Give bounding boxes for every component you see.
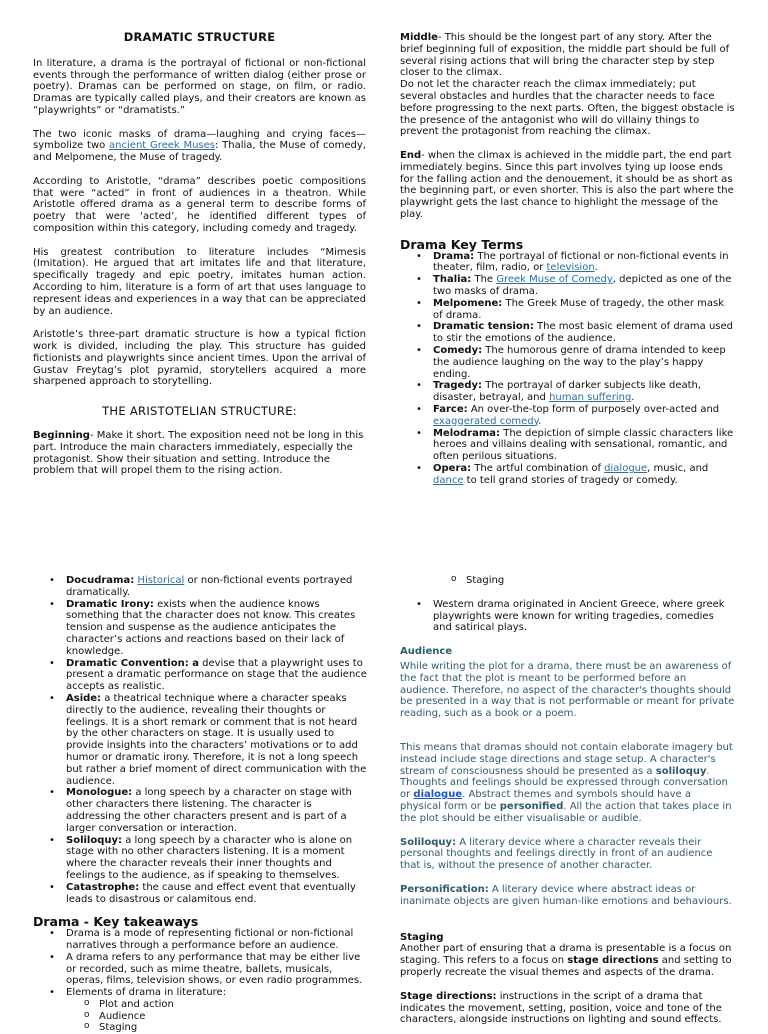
takeaways-heading: Drama - Key takeaways bbox=[33, 914, 199, 930]
list-item: • Comedy: The humorous genre of drama intended to keep the audience laughing on the way to the play’s happy ending. bbox=[433, 345, 735, 380]
list-item: o Plot and action bbox=[99, 999, 368, 1011]
middle-paragraph: Middle- This should be the longest part of any story. After the brief beginning full of exposition, the middle part should be full of several rising actions that will bring the character step by step closer to the climax. bbox=[400, 32, 730, 79]
human-suffering-link[interactable]: human suffering bbox=[549, 392, 632, 404]
elements-sublist bbox=[99, 999, 368, 1034]
ancient-greek-muses-link[interactable]: ancient Greek Muses bbox=[109, 140, 216, 152]
key-terms-list bbox=[433, 251, 735, 487]
list-item: • Tragedy: The portrayal of darker subjects like death, disaster, betrayal, and human suffering. bbox=[433, 380, 735, 404]
audience-heading: Audience bbox=[400, 646, 453, 658]
list-item: o Staging bbox=[466, 575, 735, 587]
aristotelian-subtitle: THE ARISTOTELIAN STRUCTURE: bbox=[102, 404, 297, 419]
dance-link[interactable]: dance bbox=[433, 474, 464, 486]
audience-paragraph-1: While writing the plot for a drama, there must be an awareness of the fact that the plot is meant to be performed before an audience. Therefore, no aspect of the character's thoughts should be presented in a way that is not performable or meant for private reading, such as a book or a poem. bbox=[400, 660, 735, 720]
left-top-column bbox=[33, 32, 366, 477]
list-item: • Monologue: a long speech by a character on stage with other characters there listening. The character is addressing the other characters present and is part of a larger conversation or interaction. bbox=[66, 787, 368, 834]
takeaways-list bbox=[66, 928, 368, 1034]
beginning-paragraph: Beginning- Make it short. The exposition need not be long in this part. Introduce the main characters immediately, especially the protagonist. Show their situation and setting. Introduce the problem that will propel them to the rising action. bbox=[33, 429, 364, 477]
list-item: • Melodrama: The depiction of simple classic characters like heroes and villains dealing with sensational, romantic, and often perilous situations. bbox=[433, 428, 735, 463]
list-item: • Elements of drama in literature: o Plot and action o Audience o Staging bbox=[66, 987, 368, 1034]
dialogue-link[interactable]: dialogue bbox=[413, 789, 463, 801]
right-top-column bbox=[400, 32, 735, 486]
middle-paragraph-2: Do not let the character reach the climax immediately; put several obstacles and hurdles that the character needs to face before progressing to the next parts. Often, the biggest obstacle is the presence of the antagonist who will do villainy things to prevent the protagonist from reaching the climax. bbox=[400, 79, 735, 138]
list-item: • Melpomene: The Greek Muse of tragedy, the other mask of drama. bbox=[433, 298, 735, 322]
drama-terms-list bbox=[66, 575, 368, 905]
intro-paragraph: In literature, a drama is the portrayal of fictional or non-fictional events through the performance of written dialog (either prose or poetry). Dramas can be performed on stage, on film, or radio. Dramas are typically called plays, and their creators are known as “playwrights” or “dramatists.” bbox=[33, 57, 366, 116]
list-item: • Dramatic Convention: a devise that a playwright uses to present a dramatic performance on stage that the audience accepts as realistic. bbox=[66, 658, 368, 693]
staging-paragraph: Another part of ensuring that a drama is presentable is a focus on staging. This refers to a focus on stage directions and setting to properly recreate the visual themes and aspects of the drama. bbox=[400, 943, 732, 978]
list-item: • Catastrophe: the cause and effect event that eventually leads to disastrous or calamitous end. bbox=[66, 882, 368, 906]
list-item: • Docudrama: Historical or non-fictional events portrayed dramatically. bbox=[66, 575, 368, 599]
list-item: • Western drama originated in Ancient Greece, where greek playwrights were known for writing tragedies, comedies and satirical plays. bbox=[433, 599, 735, 634]
list-item: • Drama is a mode of representing fictional or non-fictional narratives through a performance before an audience. bbox=[66, 928, 368, 952]
left-bottom-column bbox=[33, 575, 368, 1034]
audience-paragraph-2: This means that dramas should not contain elaborate imagery but instead include stage directions and stage setup. A character's stream of consciousness should be presented as a soliloquy. Thoughts and feelings should be expressed through conversation or dialogue. Abstract themes and symbols should have a physical form or be personified. All the action that takes place in the plot should be either visualisable or audible. bbox=[400, 741, 733, 824]
masks-paragraph: The two iconic masks of drama—laughing and crying faces—symbolize two ancient Greek Muses: Thalia, the Muse of comedy, and Melpomene, the Muse of tragedy. bbox=[33, 128, 366, 164]
list-item: • Farce: An over-the-top form of purposely over-acted and exaggerated comedy. bbox=[433, 404, 735, 428]
stage-directions-definition: Stage directions: instructions in the script of a drama that indicates the movement, setting, position, voice and tone of the characters, alongside instructions on lighting and sound effects. bbox=[400, 990, 722, 1026]
western-list bbox=[433, 599, 735, 634]
aristotle-paragraph: According to Aristotle, “drama” describes poetic compositions that were “acted” in front of audiences in a theatron. While Aristotle offered drama as a general term to describe forms of poetry that were ‘acted’, he identified different types of composition within this category, including comedy and tragedy. bbox=[33, 175, 366, 234]
list-item: o Staging bbox=[99, 1022, 368, 1034]
list-item: • Opera: The artful combination of dialogue, music, and dance to tell grand stories of tragedy or comedy. bbox=[433, 463, 735, 487]
personification-definition: Personification: A literary device where abstract ideas or inanimate objects are given human-like emotions and behaviours. bbox=[400, 883, 732, 907]
historical-link[interactable]: Historical bbox=[137, 575, 185, 586]
end-paragraph: End- when the climax is achieved in the middle part, the end part immediately begins. Since this part involves tying up loose ends for the falling action and the denouement, it should be as short as the beginning part, or even shorter. This is also the part where the playwright gets the last chance to highlight the message of the play. bbox=[400, 149, 734, 220]
staging-sublist bbox=[466, 575, 735, 587]
soliloquy-definition: Soliloquy: A literary device where a character reveals their personal thoughts and feelings directly in front of an audience that is, without the presence of another character. bbox=[400, 836, 713, 872]
list-item: • Drama: The portrayal of fictional or non-fictional events in theater, film, radio, or television. bbox=[433, 251, 735, 275]
list-item: • A drama refers to any performance that may be either live or recorded, such as mime theatre, ballets, musicals, operas, films, television shows, or even radio programmes. bbox=[66, 952, 368, 987]
television-link[interactable]: television bbox=[546, 262, 595, 274]
list-item: o Audience bbox=[99, 1011, 368, 1023]
greek-muse-of-comedy-link[interactable]: Greek Muse of Comedy bbox=[496, 274, 613, 286]
document-title: DRAMATIC STRUCTURE bbox=[123, 30, 276, 44]
list-item: • Thalia: The Greek Muse of Comedy, depicted as one of the two masks of drama. bbox=[433, 274, 735, 298]
mimesis-paragraph: His greatest contribution to literature includes “Mimesis (Imitation). He argued that art imitates life and that literature, specifically tragedy and epic poetry, imitates human action. According to him, literature is a form of art that uses language to represent ideas and experiences in a way that can be appreciated by an audience. bbox=[33, 246, 366, 317]
three-part-paragraph: Aristotle’s three-part dramatic structure is how a typical fiction work is divided, including the play. This structure has guided fictionists and playwrights since ancient times. Upon the arrival of Gustav Freytag’s plot pyramid, storytellers acquired a more sharpened approach to storytelling. bbox=[33, 329, 366, 388]
list-item: • Aside: a theatrical technique where a character speaks directly to the audience, revealing their thoughts or feelings. It is a short remark or comment that is not heard by the other characters on stage. It is usually used to provide insights into the characters’ motivations or to add humor or dramatic irony. Therefore, it is not a long speech but rather a brief moment of direct communication with the audience. bbox=[66, 693, 368, 787]
dialogue-link[interactable]: dialogue bbox=[604, 462, 648, 474]
staging-heading: Staging bbox=[400, 931, 444, 943]
key-terms-heading: Drama Key Terms bbox=[400, 236, 524, 252]
right-bottom-column bbox=[400, 575, 735, 1026]
list-item: • Soliloquy: a long speech by a character who is alone on stage with no other characters listening. It is a moment where the character reveals their inner thoughts and feelings to the audience, as if speaking to themselves. bbox=[66, 835, 368, 882]
list-item: • Dramatic Irony: exists when the audience knows something that the character does not know. This creates tension and suspense as the audience anticipates the character’s actions and reactions based on their lack of knowledge. bbox=[66, 599, 368, 658]
list-item: • Dramatic tension: The most basic element of drama used to stir the emotions of the audience. bbox=[433, 321, 735, 345]
exaggerated-comedy-link[interactable]: exaggerated comedy bbox=[433, 415, 539, 427]
